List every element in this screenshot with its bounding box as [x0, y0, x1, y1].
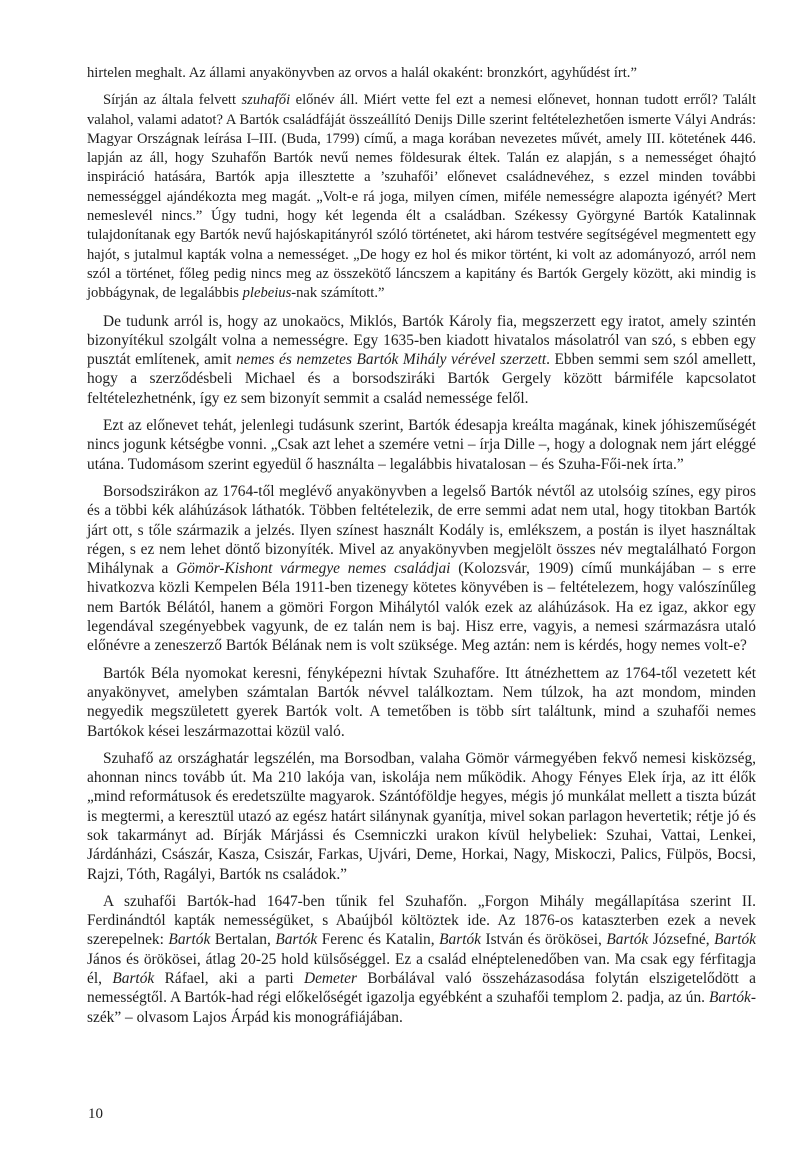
paragraph-4 [87, 416, 756, 474]
text-run: Bartók Béla nyomokat keresni, fényképezni hívtak Szuhafőre. Itt átnézhettem az 1764-től vezetett két anyakönyvet, amelyben számtalan Bartók névvel találkoztam. Nem túlzok, ha azt mondom, minden negyedik megszületett gyerek Bartók volt. A temetőben is több sírt találtunk, mind a szuhafői nemes Bartókok kései leszármazottai közül való. [87, 664, 756, 740]
text-run: -nak számított.” [291, 285, 385, 302]
text-run: . Ebben semmi sem szól amellett, hogy a szerződésbeli Michael és a borsodsziráki Bartók Gergely között bármiféle kapcsolatot feltételezhetnénk, így ez sem bizonyít semmit a család nemessége felől. [87, 351, 756, 407]
text-run: Borsodszirákon az 1764-től meglévő anyakönyvben a legelső Bartók névtől az utolsóig színes, egy piros és a többi kék aláhúzások láthatók. Többen feltételezik, de erre semmi adat nem utal, hogy titokban Bartók járt ott, s tőle származik a jelzés. Ilyen színest használt Kodály is, emlékszem, a postán is ilyet használtak régen, s ez nem lehet döntő bizonyíték. Mivel az anyakönyvben megjelölt összes név megtalálható Forgon Mihálynak a [87, 482, 756, 578]
text-run: Borbálával való összeházasodása folytán elszigetelődött a nemességtől. A Bartók-had régi előkelőségét igazolja egyébként a szuhafői templom 2. padja, az ún. [87, 970, 756, 1007]
text-run: A szuhafői Bartók-had 1647-ben tűnik fel Szuhafőn. „Forgon Mihály megállapítása szerint II. Ferdinándtól kapták nemességüket, s Abaújból költöztek ide. Az 1876-os kataszterben ezek a nevek szerepelnek: [87, 892, 756, 949]
text-run: előnév áll. Miért vette fel ezt a nemesi előnevet, honnan tudott erről? Talált valahol, valami adatot? A Bartók családfáját összeállító Denijs Dille szerint feltételezhetően ismerte Vályi András: Magyar Országnak leírása I–III. (Buda, 1799) című, a maga korában nevezetes művét, amely III. kötetének 446. lapján az áll, hogy Szuhafőn Bartók nevű nemes földesurak éltek. Talán ez alapján, s a nemességet óhajtó inspiráció hatására, Bartók apja illesztette a ’szuhafői’ előnevet családnevéhez, s ezzel minden további nemességgel ajándékozta meg magát. „Volt-e rá joga, milyen címen, miféle nemességre alapozta igényét? Mert nemeslevél nincs.” Úgy tudni, hogy két legenda élt a családban. Székessy Györgyné Bartók Katalinnak tulajdonítanak egy Bartók nevű hajóskapitányról szóló történetet, aki három testvére segítségével megmentett egy hajót, s jutalmul kapták volna a nemességet. „De hogy ez hol és mikor történt, ki volt az adományozó, arról nem szól a történet, főleg pedig nincs meg az összekötő láncszem a kapitány és Bartók Gergely között, aki mindig is jobbágynak, de legalábbis [87, 92, 757, 302]
italic-text: Bartók [439, 931, 482, 949]
italic-text: Bartók [275, 931, 318, 949]
italic-text: Bartók [714, 931, 757, 949]
italic-text: Bartók [168, 931, 211, 949]
italic-text: Bartók [708, 989, 751, 1007]
paragraph-3 [87, 312, 756, 408]
text-run: Bertalan, [210, 931, 276, 949]
italic-text: Bartók [112, 970, 155, 988]
text-run: Ferenc és Katalin, [317, 931, 440, 949]
italic-text: Gömör-Kishont vármegye nemes családjai [176, 560, 451, 578]
text-run: Ezt az előnevet tehát, jelenlegi tudásunk szerint, Bartók édesapja kreálta magának, kinek jóhiszeműségét nincs jogunk kétségbe vonni. „Csak azt lehet a szemére vetni – írja Dille –, hogy a dolognak nem járt eléggé utána. Tudomásom szerint egyedül ő használta – legalábbis hivatalosan – és Szuha-Fői-nek írta.” [87, 417, 756, 473]
text-run: De tudunk arról is, hogy az unokaöcs, Miklós, Bartók Károly fia, megszerzett egy iratot, amely szintén bizonyítékul szolgált volna a nemességre. Egy 1635-ben kiadott hivatalos másolatról van szó, s ebben egy pusztát említenek, amit [87, 312, 756, 369]
page-body [87, 64, 756, 1027]
italic-text: szuhafői [241, 92, 291, 109]
italic-text: Bartók [606, 931, 649, 949]
paragraph-2 [87, 91, 756, 303]
text-run: -szék” – olvasom Lajos Árpád kis monográfiájában. [87, 989, 756, 1026]
paragraph-7 [87, 749, 756, 884]
text-run: János és örökösei, átlag 20-25 hold külsőséggel. Ez a család elnéptelenedőben van. Ma csak egy férfitagja él, [87, 950, 756, 988]
text-run: (Kolozsvár, 1909) című munkájában – s erre hivatkozva közli Kempelen Béla 1911-ben tizenegy kötetes könyvében is – feltételezem, hogy valószínűleg nem Bartók Bélától, hanem a gömöri Forgon Mihálytól valók ezek az aláhúzások. Ha ez igaz, akkor egy legendával szegényebbek vagyunk, de ez talán nem is baj. Hisz erre, vagyis, a nemesi származásra utaló előnévre a zeneszerző Bartók Bélának nem is volt szüksége. Meg aztán: nem is kérdés, hogy nemes volt-e? [87, 560, 756, 655]
text-run: Sírján az általa felvett [103, 92, 242, 109]
paragraph-1 [87, 64, 756, 83]
paragraph-8 [87, 892, 756, 1027]
text-run: Józsefné, [648, 931, 715, 949]
page-number: 10 [88, 1106, 103, 1122]
text-run: Szuhafő az országhatár legszélén, ma Borsodban, valaha Gömör vármegyében fekvő nemesi kisközség, ahonnan nincs tovább út. Ma 210 lakója van, iskolája nem működik. Ahogy Fényes Elek írja, az itt élők „mind reformátusok és eredetszülte magyarok. Szántóföldje hegyes, mégis jó munkálat mellett a tiszta búzát is megtermi, a keresztül utazó az egész határt silánynak gyanítja, mivel sokan parlagon hevertetik; rétje jó és sok takarmányt ad. Bírják Márjássi és Csemniczki urakon kívül helybeliek: Szuhai, Vattai, Lenkei, Járdánházi, Császár, Kasza, Csiszár, Farkas, Ujvári, Deme, Horkai, Nagy, Miskoczi, Palics, Fülpös, Bocsi, Rajzi, Tóth, Ragályi, Bartók ns családok.” [87, 749, 756, 883]
text-run: hirtelen meghalt. Az állami anyakönyvben az orvos a halál okaként: bronzkórt, agyhűdést írt.” [87, 65, 637, 81]
text-run: István és örökösei, [481, 931, 607, 949]
italic-text: plebeius [242, 285, 292, 302]
text-run: Ráfael, aki a parti [154, 970, 304, 988]
italic-text: nemes és nemzetes Bartók Mihály vérével szerzett [236, 351, 547, 369]
paragraph-5 [87, 482, 756, 656]
italic-text: Demeter [303, 970, 357, 988]
paragraph-6 [87, 664, 756, 741]
